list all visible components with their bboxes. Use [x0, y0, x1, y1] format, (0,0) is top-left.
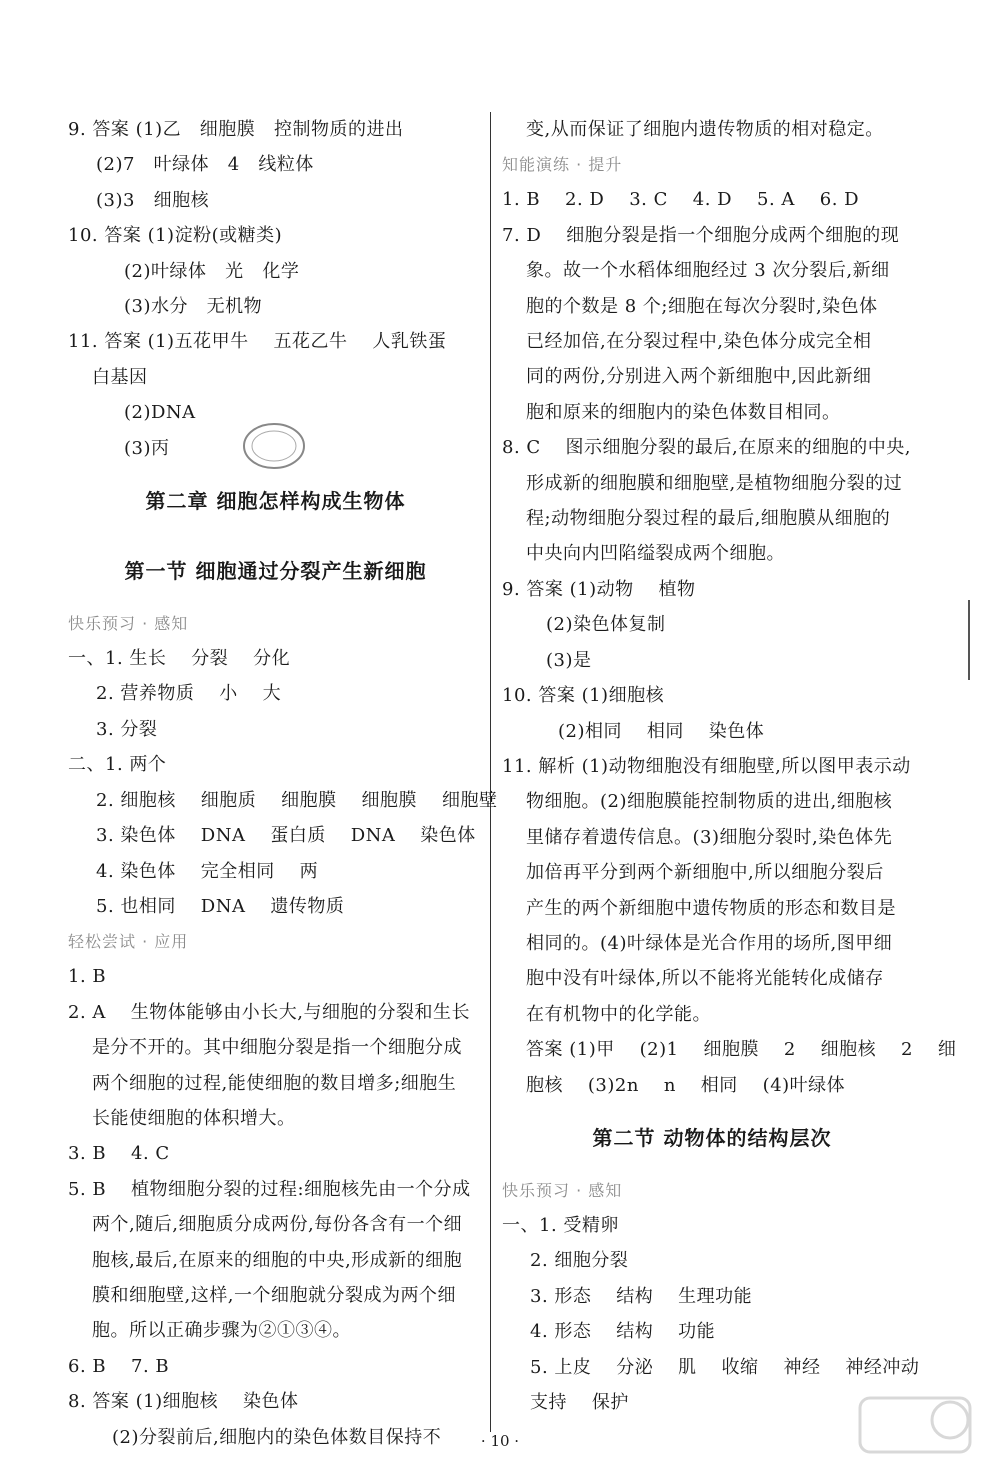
text-line: 产生的两个新细胞中遗传物质的形态和数目是: [526, 897, 896, 919]
text-line: 5. B 植物细胞分裂的过程:细胞核先由一个分成: [68, 1178, 471, 1200]
section-title: 第二章 细胞怎样构成生物体: [145, 489, 406, 514]
text-line: 11. 答案 (1)五花甲牛 五花乙牛 人乳铁蛋: [68, 331, 447, 353]
text-line: 一、1. 生长 分裂 分化: [68, 648, 291, 670]
text-line: 5. 也相同 DNA 遗传物质: [96, 895, 345, 917]
text-line: (2)叶绿体 光 化学: [124, 260, 300, 282]
section-heading: 快乐预习 · 感知: [502, 1180, 623, 1200]
text-line: 2. 细胞分裂: [530, 1250, 629, 1272]
left-column: [68, 112, 498, 1455]
text-line: 相同的。(4)叶绿体是光合作用的场所,图甲细: [526, 932, 893, 954]
text-line: 2. A 生物体能够由小长大,与细胞的分裂和生长: [68, 1001, 471, 1023]
text-line: 2. 营养物质 小 大: [96, 683, 282, 705]
text-line: 10. 答案 (1)细胞核: [502, 685, 665, 707]
text-line: (2)分裂前后,细胞内的染色体数目保持不: [112, 1426, 442, 1448]
text-line: 1. B 2. D 3. C 4. D 5. A 6. D: [502, 189, 860, 211]
text-line: 形成新的细胞膜和细胞壁,是植物细胞分裂的过: [526, 472, 903, 494]
text-line: (2)7 叶绿体 4 线粒体: [96, 154, 314, 176]
text-line: 白基因: [92, 366, 148, 388]
text-line: 是分不开的。其中细胞分裂是指一个细胞分成: [92, 1037, 462, 1059]
section-heading: 轻松尝试 · 应用: [68, 932, 189, 952]
text-line: (3)丙: [124, 437, 170, 459]
text-line: 支持 保护: [530, 1392, 629, 1413]
text-line: 3. 分裂: [96, 718, 158, 740]
text-line: (2)染色体复制: [546, 614, 666, 636]
text-line: 胞的个数是 8 个;细胞在每次分裂时,染色体: [526, 295, 878, 317]
text-line: 3. B 4. C: [68, 1143, 170, 1165]
text-line: 程;动物细胞分裂过程的最后,细胞膜从细胞的: [526, 508, 891, 530]
text-line: 象。故一个水稻体细胞经过 3 次分裂后,新细: [526, 260, 890, 282]
right-column: [502, 112, 957, 1420]
text-line: 8. C 图示细胞分裂的最后,在原来的细胞的中央,: [502, 437, 911, 459]
text-line: 膜和细胞壁,这样,一个细胞就分裂成为两个细: [92, 1284, 456, 1306]
text-line: 3. 形态 结构 生理功能: [530, 1285, 753, 1307]
text-line: (2)相同 相同 染色体: [558, 720, 765, 742]
margin-rule: [968, 600, 970, 680]
text-line: 变,从而保证了细胞内遗传物质的相对稳定。: [526, 119, 884, 140]
stamp-seal: [240, 420, 308, 472]
text-line: 已经加倍,在分裂过程中,染色体分成完全相: [526, 331, 872, 353]
text-line: 10. 答案 (1)淀粉(或糖类): [68, 225, 283, 247]
text-line: 胞和原来的细胞内的染色体数目相同。: [526, 401, 841, 423]
text-line: 胞中没有叶绿体,所以不能将光能转化成储存: [526, 968, 884, 990]
page-number: · 10 ·: [480, 1432, 520, 1450]
text-line: (2)DNA: [124, 402, 196, 424]
text-line: 7. D 细胞分裂是指一个细胞分成两个细胞的现: [502, 224, 900, 246]
text-line: 胞核,最后,在原来的细胞的中央,形成新的细胞: [92, 1249, 463, 1271]
section-title: 第一节 细胞通过分裂产生新细胞: [124, 559, 427, 584]
text-line: 同的两份,分别进入两个新细胞中,因此新细: [526, 366, 872, 388]
text-line: 3. 染色体 DNA 蛋白质 DNA 染色体: [96, 825, 476, 847]
section-heading: 快乐预习 · 感知: [68, 614, 189, 634]
text-line: 中央向内凹陷缢裂成两个细胞。: [526, 543, 785, 565]
text-line: 二、1. 两个: [68, 754, 167, 776]
text-line: (3)水分 无机物: [124, 296, 263, 318]
text-line: 两个细胞的过程,能使细胞的数目增多;细胞生: [92, 1072, 457, 1094]
text-line: 9. 答案 (1)乙 细胞膜 控制物质的进出: [68, 119, 404, 140]
text-line: (3)是: [546, 649, 592, 671]
text-line: 4. 染色体 完全相同 两: [96, 860, 319, 882]
text-line: 9. 答案 (1)动物 植物: [502, 578, 696, 600]
text-line: 一、1. 受精卵: [502, 1214, 619, 1236]
text-line: 1. B: [68, 966, 107, 988]
text-line: 6. B 7. B: [68, 1355, 170, 1377]
section-heading: 知能演练 · 提升: [502, 155, 623, 175]
text-line: 4. 形态 结构 功能: [530, 1321, 716, 1343]
text-line: 物细胞。(2)细胞膜能控制物质的进出,细胞核: [526, 791, 893, 813]
text-line: 胞。所以正确步骤为②①③④。: [92, 1320, 351, 1342]
text-line: 8. 答案 (1)细胞核 染色体: [68, 1391, 299, 1413]
text-line: 长能使细胞的体积增大。: [92, 1107, 296, 1129]
text-line: (3)3 细胞核: [96, 189, 210, 211]
text-line: 加倍再平分到两个新细胞中,所以细胞分裂后: [526, 862, 884, 884]
text-line: 两个,随后,细胞质分成两份,每份各含有一个细: [92, 1214, 463, 1236]
text-line: 11. 解析 (1)动物细胞没有细胞壁,所以图甲表示动: [502, 755, 911, 777]
text-line: 胞核 (3)2n n 相同 (4)叶绿体: [526, 1074, 846, 1096]
text-line: 答案 (1)甲 (2)1 细胞膜 2 细胞核 2 细: [526, 1039, 957, 1061]
text-line: 2. 细胞核 细胞质 细胞膜 细胞膜 细胞壁: [96, 789, 498, 811]
text-line: 在有机物中的化学能。: [526, 1003, 711, 1025]
column-divider: [490, 112, 491, 1432]
text-line: 里储存着遗传信息。(3)细胞分裂时,染色体先: [526, 826, 893, 848]
text-line: 5. 上皮 分泌 肌 收缩 神经 神经冲动: [530, 1356, 920, 1378]
section-title: 第二节 动物体的结构层次: [592, 1125, 832, 1150]
